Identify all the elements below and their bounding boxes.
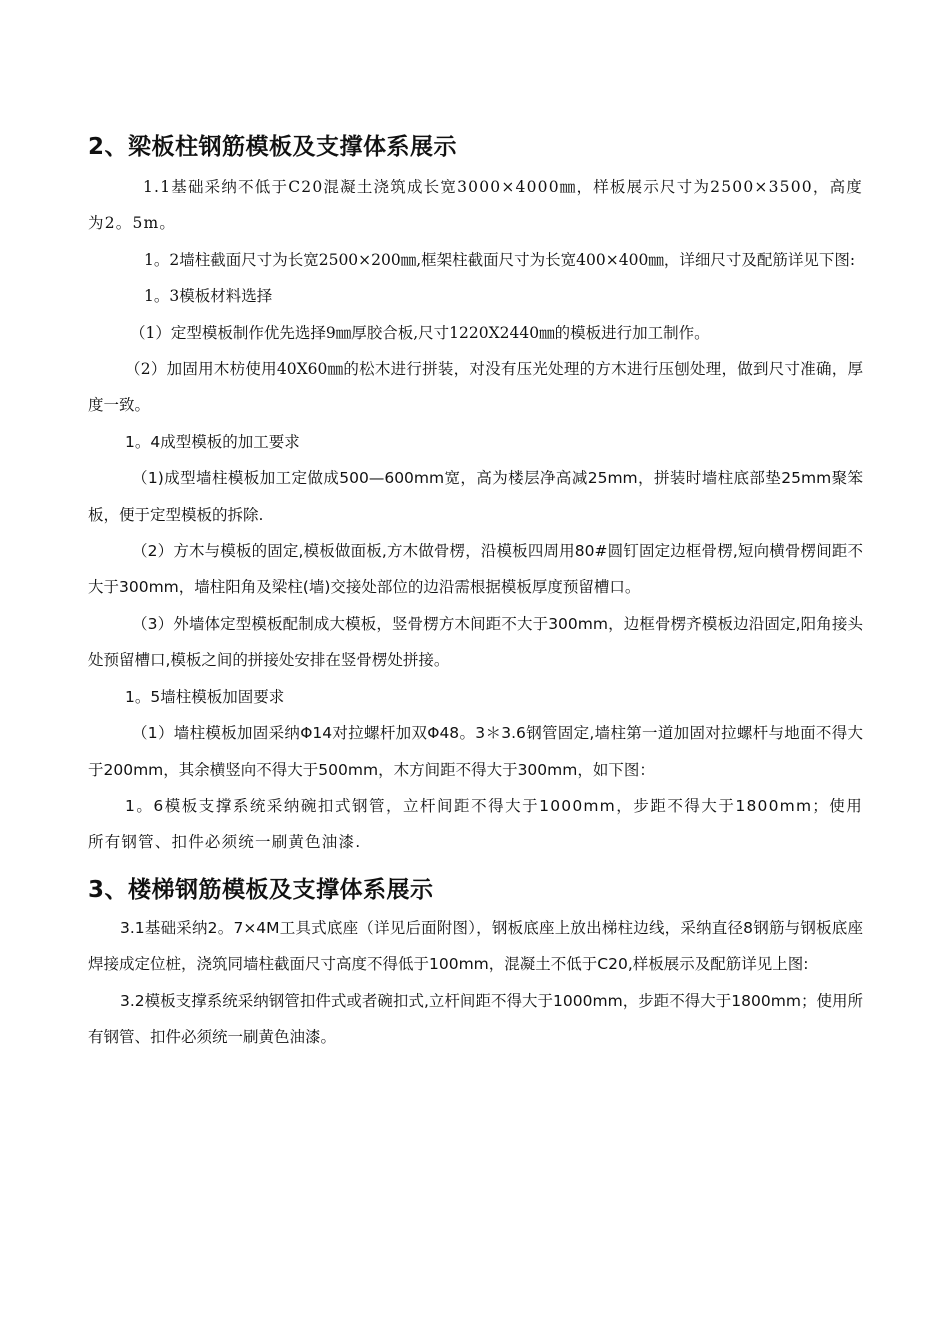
paragraph-1-4: 1。4成型模板的加工要求	[125, 432, 300, 451]
paragraph-1-3-1: （1）定型模板制作优先选择9㎜厚胶合板,尺寸1220X2440㎜的模板进行加工制作。	[130, 323, 710, 342]
paragraph-1-1: 1.1基础采纳不低于C20混凝土浇筑成长宽3000×4000㎜，样板展示尺寸为2500×3500，高度为2。5m。	[88, 178, 863, 233]
document-body	[88, 128, 863, 1055]
paragraph-1-3: 1。3模板材料选择	[144, 287, 273, 306]
paragraph-1-4-3: （3）外墙体定型模板配制成大模板，竖骨楞方木间距不大于300mm，边框骨楞齐模板边沿固定,阳角接头处预留槽口,模板之间的拼接处安排在竖骨楞处拼接。	[88, 614, 863, 670]
paragraph-3-2: 3.2模板支撑系统采纳钢管扣件式或者碗扣式,立杆间距不得大于1000mm，步距不得大于1800mm；使用所有钢管、扣件必须统一刷黄色油漆。	[88, 991, 863, 1046]
section-3-heading: 3、楼梯钢筋模板及支撑体系展示	[88, 876, 434, 903]
paragraph-1-5-1: （1）墙柱模板加固采纳Φ14对拉螺杆加双Φ48。3＊3.6钢管固定,墙柱第一道加固对拉螺杆与地面不得大于200mm，其余横竖向不得大于500mm，木方间距不得大于300mm，如下图：	[88, 724, 863, 779]
paragraph-1-3-2: （2）加固用木枋使用40X60㎜的松木进行拼装，对没有压光处理的方木进行压刨处理，做到尺寸准确，厚度一致。	[88, 360, 863, 415]
paragraph-1-4-1: （1)成型墙柱模板加工定做成500—600mm宽，高为楼层净高减25mm，拼装时墙柱底部垫25mm聚笨板，便于定型模板的拆除.	[88, 469, 863, 524]
paragraph-1-6: 1。6模板支撑系统采纳碗扣式钢管，立杆间距不得大于1000mm，步距不得大于1800mm；使用所有钢管、扣件必须统一刷黄色油漆.	[88, 796, 863, 852]
paragraph-3-1: 3.1基础采纳2。7×4M工具式底座（详见后面附图），钢板底座上放出梯柱边线，采纳直径8钢筋与钢板底座焊接成定位桩，浇筑同墙柱截面尺寸高度不得低于100mm，混凝土不低于C20,样板展示及配筋详见上图:	[88, 918, 863, 974]
section-2-heading: 2、梁板柱钢筋模板及支撑体系展示	[88, 134, 458, 160]
paragraph-1-5: 1。5墙柱模板加固要求	[125, 687, 285, 706]
paragraph-1-4-2: （2）方木与模板的固定,模板做面板,方木做骨楞，沿模板四周用80#圆钉固定边框骨楞,短向横骨楞间距不大于300mm，墙柱阳角及梁柱(墙)交接处部位的边沿需根据模板厚度预留槽口。	[88, 542, 863, 597]
paragraph-1-2: 1。2墙柱截面尺寸为长宽2500×200㎜,框架柱截面尺寸为长宽400×400㎜，详细尺寸及配筋详见下图:	[144, 250, 856, 269]
